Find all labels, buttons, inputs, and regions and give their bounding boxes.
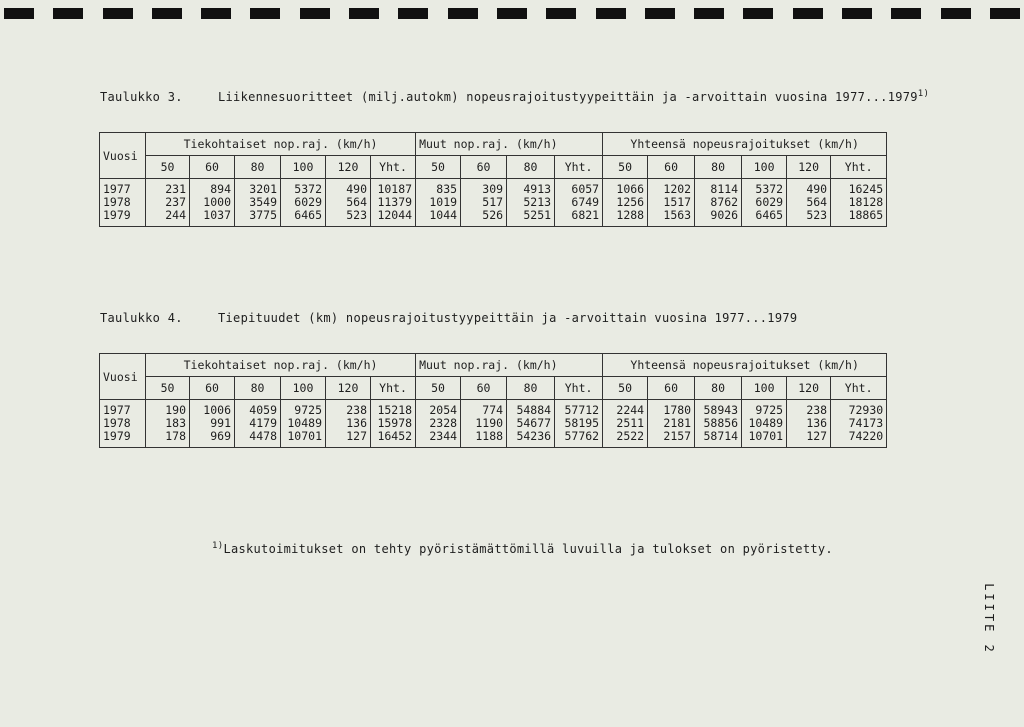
table4-value: 58856 — [703, 416, 739, 430]
table4-value: 2157 — [663, 429, 692, 443]
footnote-mark: 1) — [212, 541, 224, 551]
table4-subheader-cell: 100 — [742, 377, 787, 400]
table4-value-cell — [648, 400, 695, 448]
table3-value: 237 — [165, 195, 186, 209]
table4-value: 2181 — [663, 416, 692, 430]
table3-value-cell — [326, 179, 371, 227]
table3-subheader-cell: 60 — [190, 156, 235, 179]
table4-value-cell — [695, 400, 742, 448]
table3-value: 6029 — [294, 195, 322, 209]
table3-value: 5372 — [755, 182, 784, 196]
table4-value: 72930 — [848, 403, 884, 417]
table3-value: 6465 — [294, 208, 322, 222]
table4-subheader-cell: 50 — [146, 377, 190, 400]
table3-value: 244 — [165, 208, 186, 222]
table3-value: 18128 — [848, 195, 884, 209]
table3-value-cell — [555, 179, 603, 227]
table4-value: 74220 — [848, 429, 884, 443]
table3-year: 1978 — [103, 195, 131, 209]
table3-value-cell — [146, 179, 190, 227]
table3-value: 526 — [482, 208, 504, 222]
table4-value: 4478 — [249, 429, 277, 443]
table4-subheader-cell: 80 — [507, 377, 555, 400]
table3-value: 8762 — [710, 195, 739, 209]
table3-group-tiekohtaiset: Tiekohtaiset nop.raj. (km/h) — [146, 133, 416, 156]
table3-group-yhteensa: Yhteensä nopeusrajoitukset (km/h) — [603, 133, 887, 156]
table4-value: 15218 — [377, 403, 413, 417]
table4-value: 9725 — [755, 403, 784, 417]
table4-value-cell — [281, 400, 326, 448]
table3-value: 8114 — [710, 182, 739, 196]
table4-label: Taulukko 4. — [100, 311, 183, 325]
table3-value-cell — [416, 179, 461, 227]
table3-value: 10187 — [377, 182, 413, 196]
table4-subheader-cell: Yht. — [555, 377, 603, 400]
table4-value-cell — [190, 400, 235, 448]
table4-subheader-cell: 60 — [461, 377, 507, 400]
appendix-label: LIITE 2 — [981, 583, 996, 655]
table4-subheader-cell: 120 — [787, 377, 831, 400]
table3-value: 9026 — [710, 208, 739, 222]
table3-subheader-cell: 120 — [787, 156, 831, 179]
table4-subheader-cell: 80 — [235, 377, 281, 400]
table4-group-header-row — [100, 354, 887, 377]
perforation-strip — [4, 8, 1020, 20]
table4-value: 10489 — [287, 416, 322, 430]
table4-value-cell — [326, 400, 371, 448]
table4-value: 58714 — [703, 429, 739, 443]
table4-value-cell — [371, 400, 416, 448]
table4-value-cell — [507, 400, 555, 448]
table4-value-cell — [235, 400, 281, 448]
table3-value-cell — [742, 179, 787, 227]
table3-value-cell — [648, 179, 695, 227]
table3-subheader-row — [100, 156, 887, 179]
table4-value-cell — [831, 400, 887, 448]
table3-group-header-row — [100, 133, 887, 156]
table3-subheader-cell: 50 — [416, 156, 461, 179]
table4-value: 2522 — [616, 429, 645, 443]
table4-value-cell — [555, 400, 603, 448]
table4-group-muut: Muut nop.raj. (km/h) — [416, 354, 603, 377]
table4-value: 774 — [482, 403, 504, 417]
table3-value-cell — [831, 179, 887, 227]
table3-value: 523 — [806, 208, 828, 222]
table3-value: 3775 — [249, 208, 277, 222]
table4-value: 74173 — [848, 416, 884, 430]
table4-subheader-cell: Yht. — [371, 377, 416, 400]
table3-value-cell — [461, 179, 507, 227]
table3-value-cell — [235, 179, 281, 227]
table4-value: 9725 — [294, 403, 322, 417]
table3-value: 3201 — [249, 182, 277, 196]
table3-subheader-cell: 120 — [326, 156, 371, 179]
table4-value: 2244 — [616, 403, 645, 417]
table3 — [99, 132, 887, 227]
table3-value: 6057 — [571, 182, 600, 196]
table3-value: 6465 — [755, 208, 784, 222]
table4-value: 1190 — [475, 416, 504, 430]
table3-title-footnote-mark: 1) — [917, 89, 930, 99]
table4-value: 2511 — [616, 416, 645, 430]
table4 — [99, 353, 887, 448]
table4-year: 1977 — [103, 403, 131, 417]
table4-subheader-cell: 100 — [281, 377, 326, 400]
table4-value: 238 — [346, 403, 367, 417]
table4-value: 10701 — [287, 429, 322, 443]
table4-group-tiekohtaiset: Tiekohtaiset nop.raj. (km/h) — [146, 354, 416, 377]
table4-value: 1780 — [663, 403, 692, 417]
table4-value: 4059 — [249, 403, 277, 417]
table3-value: 231 — [165, 182, 186, 196]
table4-value: 991 — [210, 416, 231, 430]
table3-value: 5372 — [294, 182, 322, 196]
table3-value: 894 — [210, 182, 231, 196]
table3-value: 564 — [346, 195, 367, 209]
footnote — [212, 541, 833, 556]
table3-value: 3549 — [249, 195, 277, 209]
table4-value: 58195 — [564, 416, 600, 430]
table4-value-cell — [603, 400, 648, 448]
table4-value: 57712 — [564, 403, 600, 417]
table4-value: 2328 — [429, 416, 458, 430]
table4-year-cell — [100, 400, 146, 448]
table3-value: 309 — [482, 182, 504, 196]
table4-value: 969 — [210, 429, 231, 443]
footnote-text: Laskutoimitukset on tehty pyöristämättömillä luvuilla ja tulokset on pyöristetty. — [223, 542, 833, 556]
table4-title: Tiepituudet (km) nopeusrajoitustyypeittäin ja -arvoittain vuosina 1977...1979 — [218, 311, 798, 325]
table3-value: 12044 — [377, 208, 413, 222]
table3-value: 18865 — [848, 208, 884, 222]
table3-subheader-cell: 50 — [603, 156, 648, 179]
table3-data-row — [100, 179, 887, 227]
table3-value: 16245 — [848, 182, 884, 196]
table3-subheader-cell: 100 — [742, 156, 787, 179]
table3-value: 11379 — [377, 195, 413, 209]
table3-value-cell — [507, 179, 555, 227]
table3-value: 1517 — [663, 195, 692, 209]
table3-subheader-cell: Yht. — [831, 156, 887, 179]
table4-subheader-cell: Yht. — [831, 377, 887, 400]
table3-subheader-cell: 80 — [235, 156, 281, 179]
table3-value: 6749 — [571, 195, 600, 209]
table4-subheader-cell: 60 — [190, 377, 235, 400]
table3-label: Taulukko 3. — [100, 90, 183, 104]
table4-value: 2054 — [429, 403, 458, 417]
table4-value: 2344 — [429, 429, 458, 443]
table4-value-cell — [787, 400, 831, 448]
table4-data-row — [100, 400, 887, 448]
table3-group-muut: Muut nop.raj. (km/h) — [416, 133, 603, 156]
table4-value: 238 — [806, 403, 828, 417]
table4-value: 127 — [806, 429, 828, 443]
table4-value-cell — [461, 400, 507, 448]
table4-subheader-cell: 60 — [648, 377, 695, 400]
table3-subheader-cell: Yht. — [555, 156, 603, 179]
table3-value-cell — [695, 179, 742, 227]
table4-value: 4179 — [249, 416, 277, 430]
table4-value: 54677 — [516, 416, 552, 430]
table3-value: 5251 — [523, 208, 552, 222]
table4-year: 1978 — [103, 416, 131, 430]
table3-value: 1037 — [203, 208, 231, 222]
table3-value: 1000 — [203, 195, 231, 209]
table4-year: 1979 — [103, 429, 131, 443]
table3-value: 1066 — [616, 182, 645, 196]
table3-value: 1256 — [616, 195, 645, 209]
table4-caption — [100, 311, 797, 325]
table3-caption — [100, 89, 929, 104]
table3-value: 1019 — [429, 195, 458, 209]
table4-value: 10701 — [748, 429, 784, 443]
table4-value: 54884 — [516, 403, 552, 417]
table3-subheader-cell: 100 — [281, 156, 326, 179]
table4-group-yhteensa: Yhteensä nopeusrajoitukset (km/h) — [603, 354, 887, 377]
table4-subheader-cell: 120 — [326, 377, 371, 400]
table3-value-cell — [603, 179, 648, 227]
table4-value: 57762 — [564, 429, 600, 443]
table3-subheader-cell: 80 — [695, 156, 742, 179]
table3-year: 1977 — [103, 182, 131, 196]
table4-year-header: Vuosi — [100, 354, 146, 400]
table3-subheader-cell: 60 — [461, 156, 507, 179]
table4-value: 183 — [165, 416, 186, 430]
table3-value: 5213 — [523, 195, 552, 209]
table4-value: 58943 — [703, 403, 739, 417]
table3-value: 6821 — [571, 208, 600, 222]
table4-value: 54236 — [516, 429, 552, 443]
table3-value: 1288 — [616, 208, 645, 222]
table3-value: 1202 — [663, 182, 692, 196]
table4-value: 127 — [346, 429, 367, 443]
table4-value: 15978 — [377, 416, 413, 430]
table4-value-cell — [146, 400, 190, 448]
table3-value-cell — [190, 179, 235, 227]
table3-value-cell — [371, 179, 416, 227]
table4-value: 16452 — [377, 429, 413, 443]
table3-value: 835 — [436, 182, 458, 196]
table4-value: 136 — [806, 416, 828, 430]
table4-value: 190 — [165, 403, 186, 417]
table4-value: 1188 — [475, 429, 504, 443]
table3-value: 564 — [806, 195, 828, 209]
table4-value: 10489 — [748, 416, 784, 430]
table3-year-cell — [100, 179, 146, 227]
table3-subheader-cell: 50 — [146, 156, 190, 179]
table3-subheader-cell: 80 — [507, 156, 555, 179]
table4-value: 1006 — [203, 403, 231, 417]
table3-year: 1979 — [103, 208, 131, 222]
table3-year-header: Vuosi — [100, 133, 146, 179]
table3-title: Liikennesuoritteet (milj.autokm) nopeusrajoitustyypeittäin ja -arvoittain vuosina 1977...1979 — [218, 90, 918, 104]
table4-subheader-cell: 80 — [695, 377, 742, 400]
table3-value: 517 — [482, 195, 504, 209]
table3-value: 490 — [346, 182, 367, 196]
table3-subheader-cell: Yht. — [371, 156, 416, 179]
table3-value: 1563 — [663, 208, 692, 222]
table4-value-cell — [742, 400, 787, 448]
table3-subheader-cell: 60 — [648, 156, 695, 179]
table3-value: 490 — [806, 182, 828, 196]
table3-value: 1044 — [429, 208, 458, 222]
table4-value: 136 — [346, 416, 367, 430]
table3-value: 523 — [346, 208, 367, 222]
table3-value-cell — [281, 179, 326, 227]
table4-subheader-cell: 50 — [603, 377, 648, 400]
table4-subheader-row — [100, 377, 887, 400]
table4-value: 178 — [165, 429, 186, 443]
table4-value-cell — [416, 400, 461, 448]
table3-value: 6029 — [755, 195, 784, 209]
table4-subheader-cell: 50 — [416, 377, 461, 400]
table3-value: 4913 — [523, 182, 552, 196]
table3-value-cell — [787, 179, 831, 227]
